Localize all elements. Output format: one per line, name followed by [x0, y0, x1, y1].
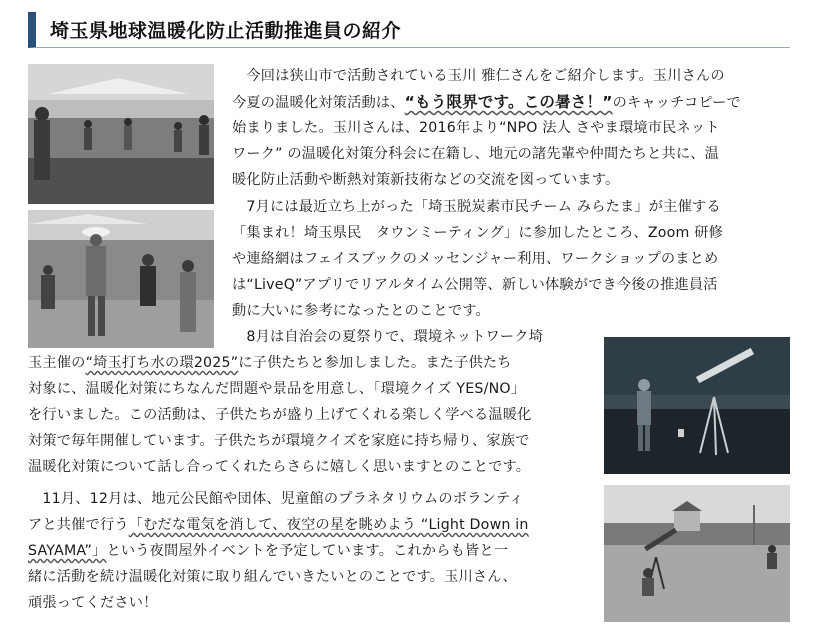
paragraph-4-line-5: 頑張ってください！: [28, 595, 158, 611]
paragraph-4-line-3: [28, 538, 508, 564]
paragraph-3-line-4: を行いました。この活動は、子供たちが盛り上げてくれる楽しく学べる温暖化: [28, 407, 532, 423]
text-segment: 玉主催の: [28, 355, 86, 371]
telescope-field-photo: [604, 485, 790, 622]
paragraph-2-line-4: は“LiveQ”アプリでリアルタイム公開等、新しい体験ができ今後の推進員活: [232, 277, 718, 293]
paragraph-3-line-5: 対策で毎年開催しています。子供たちが環境クイズを家庭に持ち帰り、家族で: [28, 433, 530, 449]
paragraph-1-line-3: 始まりました。玉川さんは、2016年より“NPO 法人 さやま環境市民ネット: [232, 120, 720, 136]
paragraph-3-line-1: 8月は自治会の夏祭りで、環境ネットワーク埼: [232, 329, 544, 345]
title-bar: [28, 12, 790, 48]
festival-photo-1: [28, 64, 214, 204]
telescope-night-photo: [604, 337, 790, 474]
text-segment: のキャッチコピーで: [612, 95, 741, 111]
paragraph-4-line-2: [28, 512, 529, 538]
paragraph-3-line-6: 温暖化対策について話し合ってくれたらさらに嬉しく思いますとのことです。: [28, 459, 531, 475]
paragraph-2-line-1: 7月には最近立ち上がった「埼玉脱炭素市民チーム みらたま」が主催する: [232, 199, 721, 215]
paragraph-4-line-4: 緒に活動を続け温暖化対策に取り組んでいきたいとのことです。玉川さん、: [28, 569, 517, 585]
paragraph-1-line-5: 暖化防止活動や断熱対策新技術などの交流を図っています。: [232, 172, 620, 188]
text-segment: 今夏の温暖化対策活動は、: [232, 95, 405, 111]
text-segment: アと共催で行う: [28, 517, 129, 533]
paragraph-3-line-2: [28, 350, 512, 376]
article-title: 埼玉県地球温暖化防止活動推進員の紹介: [50, 20, 402, 42]
event-name: “埼玉打ち水の環2025”: [85, 355, 239, 371]
text-segment: という夜間屋外イベントを予定しています。これからも皆と一: [106, 543, 509, 559]
paragraph-2-line-2: 「集まれ！埼玉県民 タウンミーティング」に参加したところ、Zoom 研修: [232, 225, 724, 241]
text-segment: に子供たちと参加しました。また子供たち: [238, 355, 512, 371]
paragraph-2-line-5: 動に大いに参考になったとのことです。: [232, 303, 490, 319]
paragraph-1-line-2: [232, 89, 741, 115]
paragraph-2-line-3: や連絡網はフェイスブックのメッセンジャー利用、ワークショップのまとめ: [232, 251, 719, 267]
paragraph-4-line-1: 11月、12月は、地元公民館や団体、児童館のプラネタリウムのボランティ: [28, 491, 524, 507]
event-title-part-1: 「むだな電気を消して、夜空の星を眺めよう “Light Down in: [128, 517, 529, 533]
event-title-part-2: SAYAMA”」: [28, 543, 107, 559]
festival-photo-2: [28, 210, 214, 348]
paragraph-3-line-3: 対象に、温暖化対策にちなんだ問題や景品を用意し、「環境クイズ YES/NO」: [28, 381, 526, 397]
catchphrase: “もう限界です。この暑さ！”: [404, 93, 613, 111]
paragraph-1-line-1: 今回は狭山市で活動されている玉川 雅仁さんをご紹介します。玉川さんの: [232, 68, 725, 84]
paragraph-1-line-4: ワーク” の温暖化対策分科会に在籍し、地元の諸先輩や仲間たちと共に、温: [232, 146, 720, 162]
